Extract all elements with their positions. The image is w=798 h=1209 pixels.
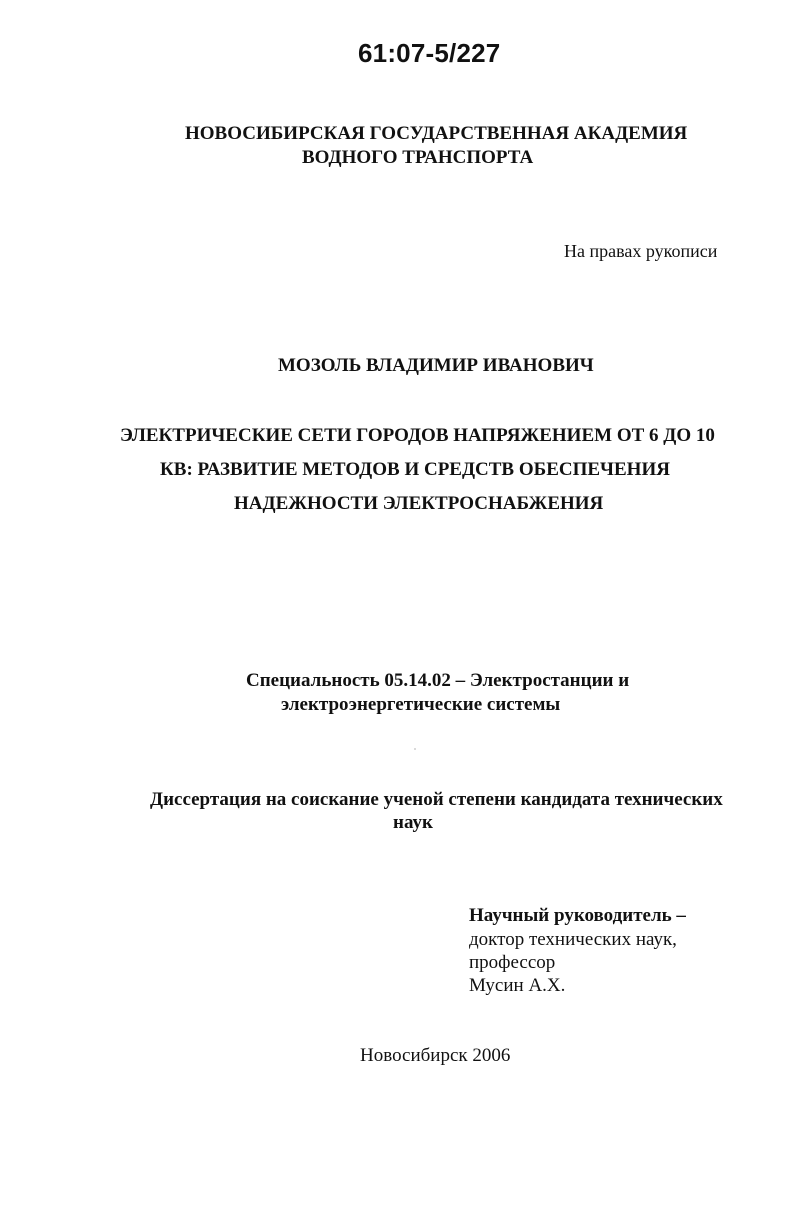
specialty-line-2: электроэнергетические системы xyxy=(281,694,561,715)
dissertation-title-line-1: ЭЛЕКТРИЧЕСКИЕ СЕТИ ГОРОДОВ НАПРЯЖЕНИЕМ ОТ 6 ДО 10 xyxy=(120,425,715,446)
dissertation-degree-line-1: Диссертация на соискание ученой степени кандидата технических xyxy=(150,789,723,810)
author-name: МОЗОЛЬ ВЛАДИМИР ИВАНОВИЧ xyxy=(278,355,594,376)
manuscript-rights-note: На правах рукописи xyxy=(564,241,718,261)
catalog-number: 61:07-5/227 xyxy=(358,38,501,68)
dissertation-degree-line-2: наук xyxy=(393,812,433,833)
advisor-title: профессор xyxy=(469,952,556,973)
specialty-line-1: Специальность 05.14.02 – Электростанции и xyxy=(246,670,630,691)
dissertation-title-line-2: КВ: РАЗВИТИЕ МЕТОДОВ И СРЕДСТВ ОБЕСПЕЧЕНИЯ xyxy=(160,459,670,480)
scan-artifact xyxy=(414,748,416,750)
advisor-degree: доктор технических наук, xyxy=(469,929,677,950)
institution-name-line-2: ВОДНОГО ТРАНСПОРТА xyxy=(302,147,534,168)
advisor-label: Научный руководитель – xyxy=(469,905,686,926)
institution-name-line-1: НОВОСИБИРСКАЯ ГОСУДАРСТВЕННАЯ АКАДЕМИЯ xyxy=(185,123,688,144)
place-and-year: Новосибирск 2006 xyxy=(360,1045,511,1066)
advisor-name: Мусин А.Х. xyxy=(469,975,566,996)
dissertation-title-line-3: НАДЕЖНОСТИ ЭЛЕКТРОСНАБЖЕНИЯ xyxy=(234,493,604,514)
